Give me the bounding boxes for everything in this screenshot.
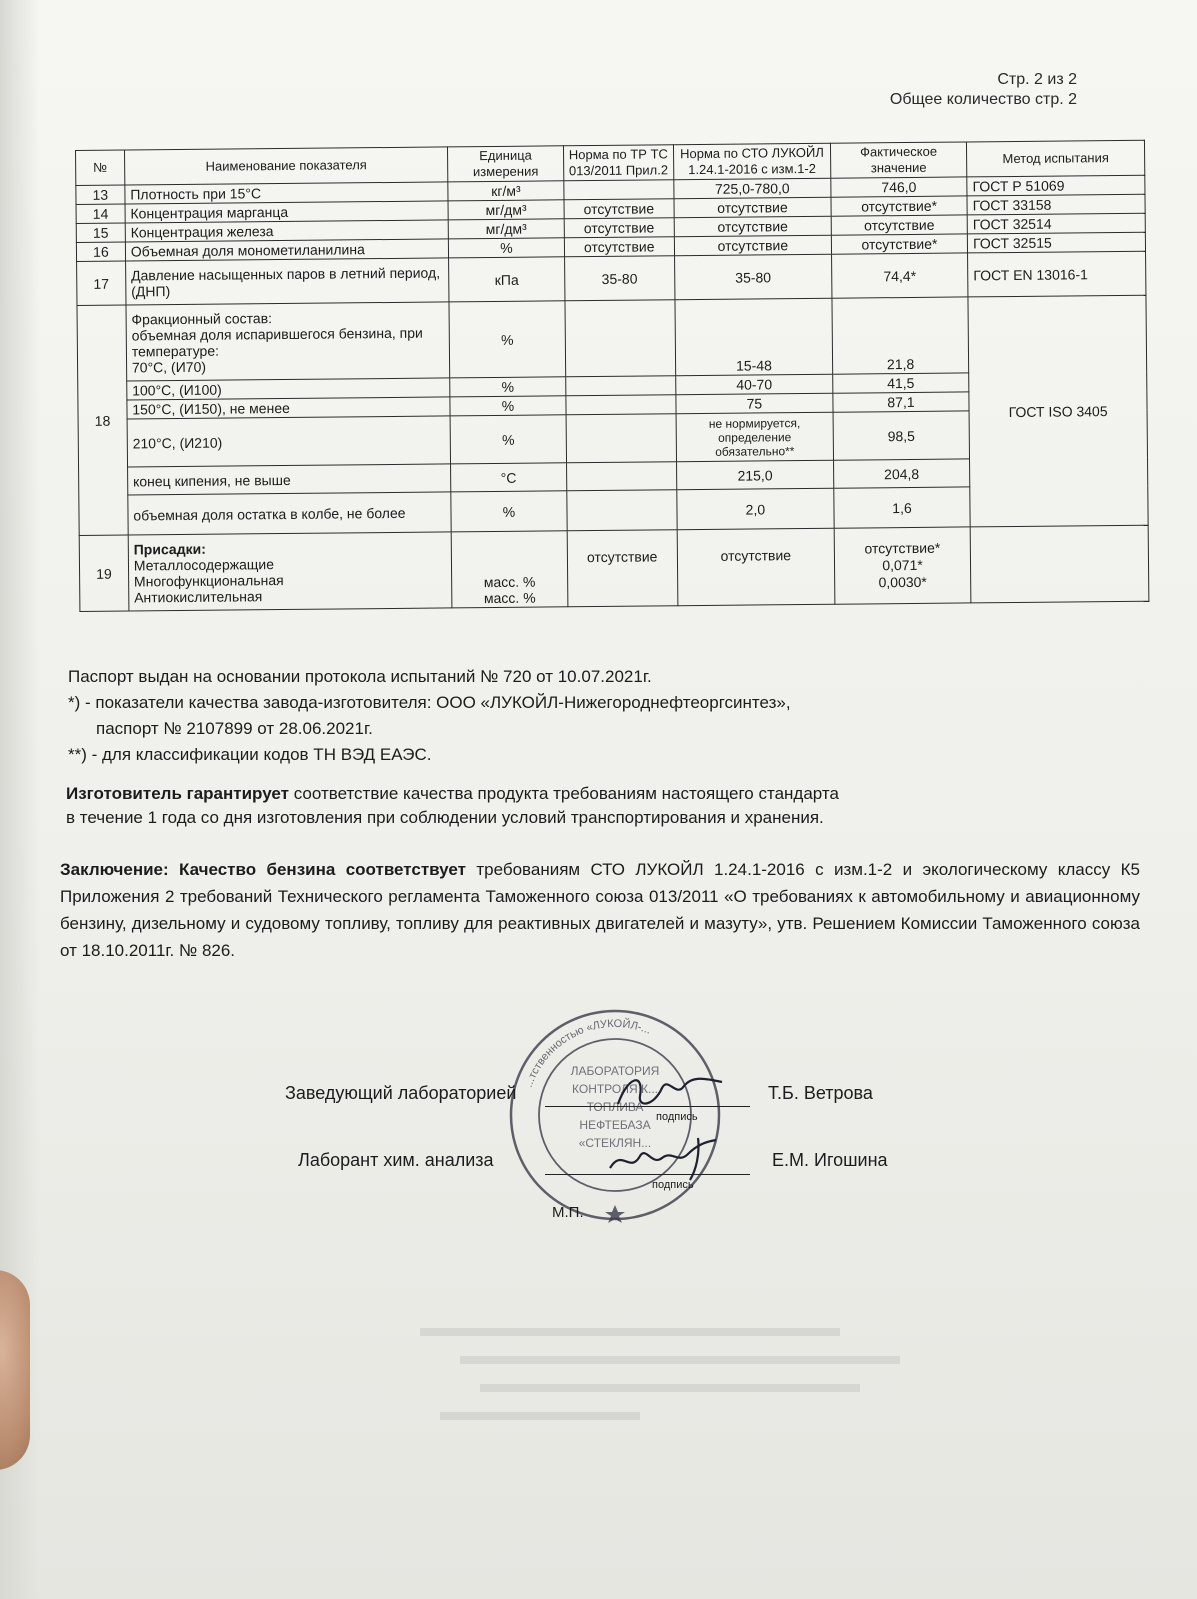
head-of-lab-title: Заведующий лабораторией: [285, 1083, 517, 1103]
lab-assistant-title: Лаборант хим. анализа: [298, 1150, 494, 1170]
cell-actual: 74,4*: [831, 253, 968, 298]
lab-assistant-name: Е.М. Игошина: [772, 1150, 888, 1170]
reverse-side-ghost-text: [420, 1320, 920, 1440]
cell-method: ГОСТ EN 13016-1: [968, 251, 1146, 297]
cell-name: Давление насыщенных паров в летний период, (ДНП): [125, 258, 449, 305]
cell-method: ГОСТ 32514: [967, 213, 1145, 234]
cell-norm-sto: отсутствие: [677, 528, 835, 606]
guarantee-text: соответствие качества продукта требованиям настоящего стандарта: [289, 784, 839, 803]
unit-item: масс. %: [483, 573, 536, 591]
chem-signature: [600, 1134, 730, 1184]
cell-method: ГОСТ ISO 3405: [968, 295, 1148, 527]
cell-name: 150°С, (И150), не менее: [127, 397, 451, 419]
footnote-star-cont: паспорт № 2107899 от 28.06.2021г.: [96, 719, 373, 738]
cell-name: [128, 532, 452, 611]
cell-no: 14: [76, 204, 125, 223]
cell-name: Концентрация железа: [125, 220, 449, 242]
conclusion-lead: Заключение: Качество бензина соответствует: [60, 860, 466, 879]
actual-item: 0,0030*: [878, 573, 927, 591]
cell-actual: отсутствие*: [831, 196, 967, 216]
col-norm-tr: Норма по ТР ТС 013/2011 Прил.2: [563, 145, 674, 181]
col-no: №: [76, 150, 125, 185]
chem-sign-caption: подпись: [652, 1179, 694, 1191]
cell-norm-tr: [565, 300, 676, 377]
cell-actual: 41,5: [833, 373, 969, 393]
page-number: [890, 70, 1077, 110]
cell-norm-sto: отсутствие: [674, 197, 831, 218]
cell-unit: %: [449, 238, 565, 258]
additives-title: Присадки:: [133, 540, 206, 557]
stamp-line: НЕФТЕБАЗА: [579, 1118, 651, 1132]
cell-norm-sto: 215,0: [676, 460, 833, 490]
guarantee-paragraph: [66, 782, 1066, 830]
cell-no: 16: [76, 242, 125, 261]
cell-name: Объемная доля монометиланилина: [125, 239, 449, 261]
table-row: [79, 525, 1149, 611]
unit-item: масс. %: [483, 589, 536, 607]
cell-norm-tr: 35-80: [564, 256, 675, 301]
cell-unit: мг/дм³: [448, 200, 564, 220]
protocol-note: Паспорт выдан на основании протокола испытаний № 720 от 10.07.2021г.: [68, 667, 652, 686]
cell-name: 100°С, (И100): [127, 378, 451, 400]
footnotes: [68, 664, 1068, 768]
cell-no: 18: [77, 305, 128, 535]
cell-norm-tr: отсутствие: [564, 199, 674, 219]
cell-unit: %: [449, 301, 565, 378]
actual-item: отсутствие*: [864, 539, 941, 557]
cell-norm-tr: отсутствие: [567, 530, 678, 607]
cell-norm-sto: не нормируется, определение обязательно**: [676, 412, 833, 462]
guarantee-lead: Изготовитель гарантирует: [66, 784, 289, 803]
actual-item: 0,071*: [882, 556, 923, 574]
cell-name: Концентрация марганца: [125, 201, 449, 223]
cell-name: 210°С, (И210): [127, 416, 451, 467]
cell-actual: 204,8: [833, 459, 969, 488]
properties-table: [75, 140, 1149, 612]
cell-unit: %: [450, 396, 566, 416]
cell-norm-sto: 15-48: [675, 298, 833, 376]
cell-unit: мг/дм³: [448, 219, 564, 239]
seal-mark: М.П.: [552, 1204, 584, 1221]
cell-norm-sto: отсутствие: [674, 235, 831, 256]
cell-norm-sto: отсутствие: [674, 216, 831, 237]
stamp-line: ЛАБОРАТОРИЯ: [570, 1064, 660, 1078]
additive-item: Металлосодержащие: [133, 555, 275, 573]
cell-name: конец кипения, не выше: [127, 464, 451, 495]
page-total: Общее количество стр. 2: [889, 91, 1077, 108]
cell-unit: °С: [451, 463, 567, 492]
cell-actual: отсутствие*: [831, 234, 967, 254]
head-of-lab-name: Т.Б. Ветрова: [768, 1083, 873, 1103]
cell-norm-tr: [563, 180, 673, 200]
cell-name: Плотность при 15°С: [125, 182, 449, 204]
stamp-ring-text: ...тственностью «ЛУКОЙЛ-...: [522, 1017, 653, 1089]
additive-item: Антиокислительная: [134, 587, 263, 605]
cell-no: 13: [76, 185, 125, 204]
col-norm-sto: Норма по СТО ЛУКОЙЛ 1.24.1-2016 с изм.1-2: [673, 143, 830, 180]
conclusion-text: требованиям СТО ЛУКОЙЛ 1.24.1-2016 с изм.1-2 и экологическому классу К5 Приложения 2 требований Технического регламента Таможенного союза 013/2011 «О требованиях к автомобильному и авиационному бензину, дизельному и судовому топливу, топливу для реактивных двигателей и мазуту», утв. Решением Комиссии Таможенного союза от 18.10.2011г. № 826.: [60, 860, 1140, 960]
holding-finger: [0, 1270, 30, 1470]
cell-actual: 21,8: [832, 297, 969, 374]
cell-norm-sto: 40-70: [676, 374, 833, 395]
cell-unit: кПа: [449, 257, 565, 302]
cell-unit: [451, 531, 567, 608]
cell-no: 15: [76, 223, 125, 242]
cell-actual: 98,5: [833, 411, 970, 460]
cell-name: Фракционный состав: объемная доля испарившегося бензина, при температуре: 70°С, (И70): [126, 302, 450, 381]
cell-unit: %: [450, 415, 566, 464]
cell-norm-tr: отсутствие: [564, 218, 674, 238]
head-signature: [610, 1068, 730, 1118]
cell-name: объемная доля остатка в колбе, не более: [128, 492, 452, 535]
cell-method: ГОСТ 32515: [967, 232, 1145, 253]
page-of: Стр. 2 из 2: [997, 71, 1077, 88]
cell-norm-tr: [566, 490, 677, 531]
additive-item: Многофункциональная: [133, 571, 284, 589]
footnote-double-star: **) - для классификации кодов ТН ВЭД ЕАЭС.: [68, 745, 432, 764]
conclusion-paragraph: [60, 856, 1140, 964]
col-method: Метод испытания: [967, 140, 1145, 177]
table-row: [77, 295, 1147, 381]
col-actual: Фактическое значение: [830, 142, 967, 178]
col-name: Наименование показателя: [124, 147, 448, 185]
stamp-line: ТОПЛИВА: [586, 1100, 644, 1114]
cell-norm-tr: [565, 376, 675, 396]
cell-actual: 746,0: [831, 177, 967, 197]
footnote-star: *) - показатели качества завода-изготовителя: ООО «ЛУКОЙЛ-Нижегороднефтеоргсинтез»,: [68, 693, 791, 712]
cell-norm-sto: 35-80: [674, 254, 831, 300]
cell-no: 17: [77, 261, 126, 305]
cell-actual: 87,1: [833, 392, 969, 412]
cell-norm-tr: [566, 462, 676, 491]
cell-unit: кг/м³: [448, 181, 564, 201]
cell-norm-tr: [566, 395, 676, 415]
guarantee-text-2: в течение 1 года со дня изготовления при соблюдении условий транспортирования и хранения.: [66, 808, 824, 827]
cell-actual: [834, 527, 971, 604]
stamp-line: КОНТРОЛЯ К...: [572, 1082, 658, 1096]
cell-norm-sto: 75: [676, 393, 833, 414]
cell-method: ГОСТ Р 51069: [967, 175, 1145, 196]
cell-actual: отсутствие: [831, 215, 967, 235]
cell-norm-tr: отсутствие: [564, 237, 674, 257]
cell-norm-sto: 2,0: [677, 488, 834, 530]
cell-method: ГОСТ 33158: [967, 194, 1145, 215]
cell-no: 19: [79, 535, 129, 611]
cell-norm-tr: [566, 414, 677, 463]
cell-unit: %: [451, 491, 567, 532]
cell-norm-sto: 725,0-780,0: [674, 178, 831, 199]
col-unit: Единица измерения: [448, 146, 564, 182]
head-sign-caption: подпись: [656, 1111, 698, 1123]
cell-unit: %: [450, 377, 566, 397]
cell-actual: 1,6: [834, 487, 971, 528]
stamp-line: «СТЕКЛЯН...: [578, 1136, 652, 1150]
cell-method: [970, 525, 1149, 603]
